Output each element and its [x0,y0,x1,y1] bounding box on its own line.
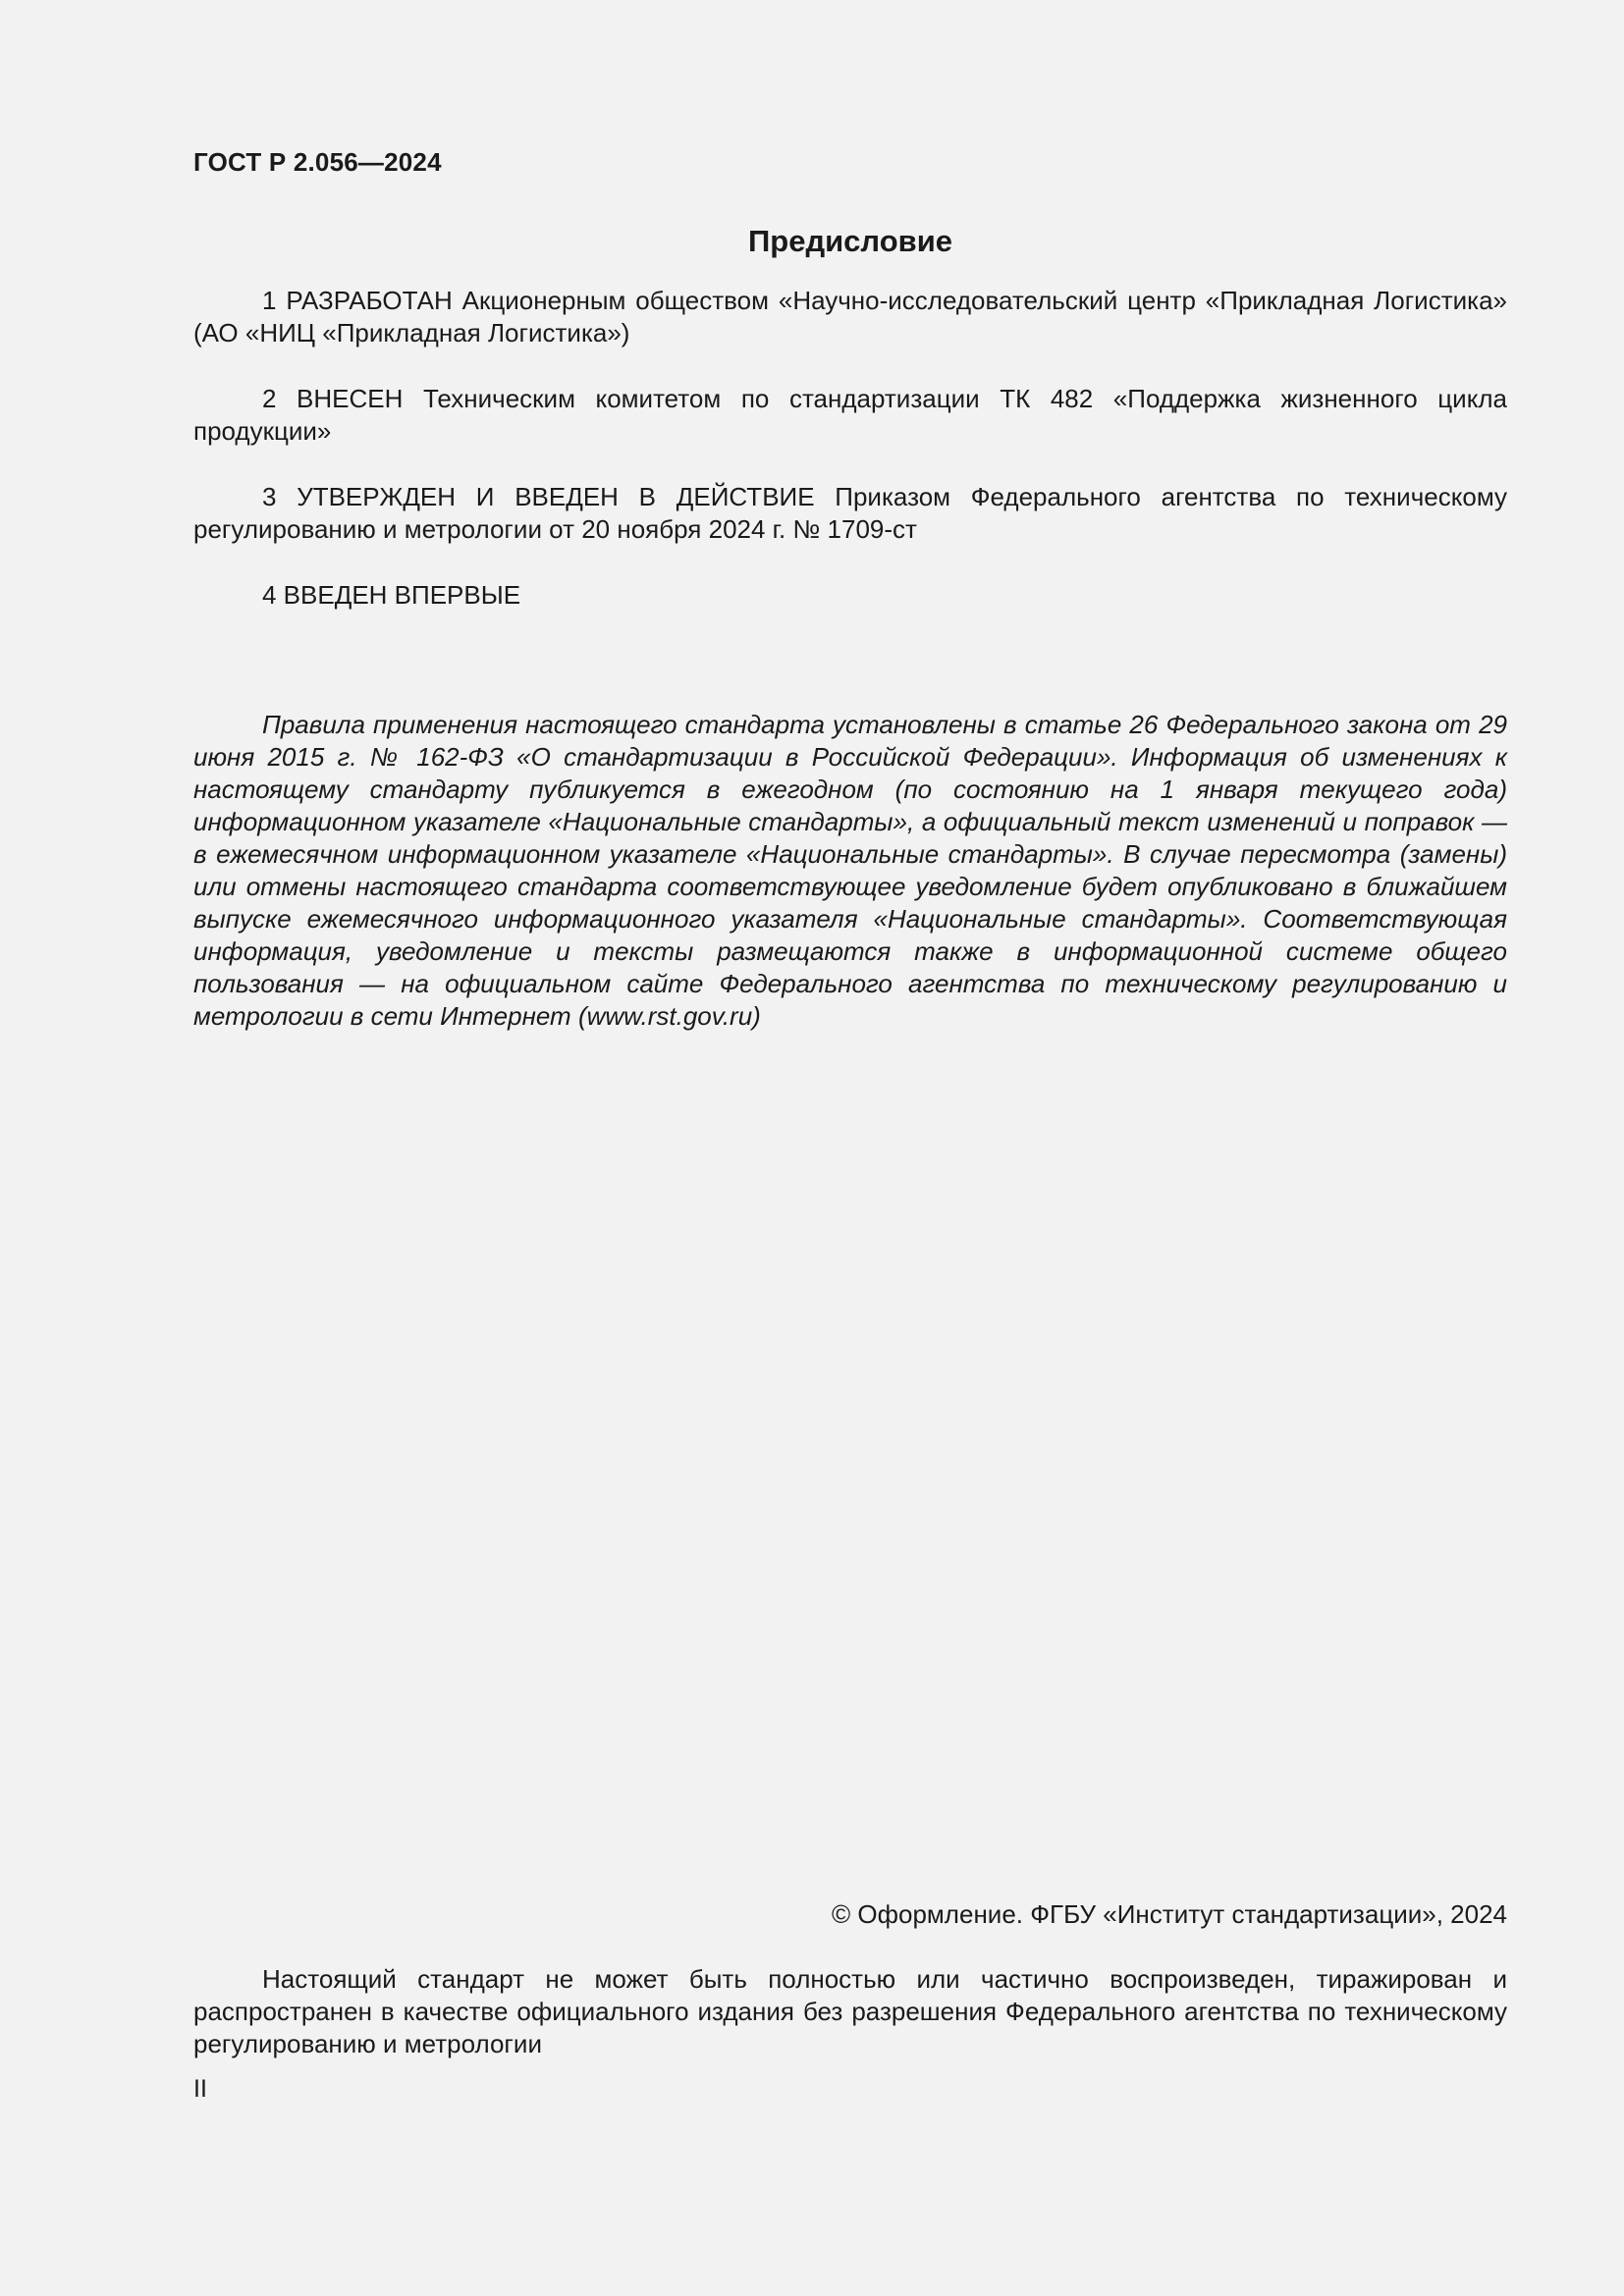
foreword-item-3: 3 УТВЕРЖДЕН И ВВЕДЕН В ДЕЙСТВИЕ Приказом Федерального агентства по техническому регулированию и метрологии от 20 ноября 2024 г. № 1709-ст [193,482,1507,544]
foreword-list [193,285,1507,645]
reproduction-rights-notice: Настоящий стандарт не может быть полностью или частично воспроизведен, тиражирован и распространен в качестве официального издания без разрешения Федерального агентства по техническому регулированию и метрологии [193,1964,1507,2058]
foreword-item-2: 2 ВНЕСЕН Техническим комитетом по стандартизации ТК 482 «Поддержка жизненного цикла продукции» [193,384,1507,446]
standard-id-header: ГОСТ Р 2.056—2024 [193,147,442,177]
application-rules-notice: Правила применения настоящего стандарта установлены в статье 26 Федерального закона от 29 июня 2015 г. № 162-ФЗ «О стандартизации в Российской Федерации». Информация об изменениях к настоящему стандарту публикуется в ежегодном (по состоянию на 1 января текущего года) информационном указателе «Национальные стандарты», а официальный текст изменений и поправок — в ежемесячном информационном указателе «Национальные стандарты». В случае пересмотра (замены) или отмены настоящего стандарта соответствующее уведомление будет опубликовано в ближайшем выпуске ежемесячного информационного указателя «Национальные стандарты». Соответствующая информация, уведомление и тексты размещаются также в информационной системе общего пользования — на официальном сайте Федерального агентства по техническому регулированию и метрологии в сети Интернет (www.rst.gov.ru) [193,710,1507,1031]
foreword-item-1: 1 РАЗРАБОТАН Акционерным обществом «Научно-исследовательский центр «Прикладная Логистика» (АО «НИЦ «Прикладная Логистика») [193,286,1507,347]
copyright-line: © Оформление. ФГБУ «Институт стандартизации», 2024 [832,1899,1507,1929]
page-number: II [193,2075,207,2103]
foreword-item-4: 4 ВВЕДЕН ВПЕРВЫЕ [262,580,521,610]
page-title: Предисловие [747,224,952,258]
